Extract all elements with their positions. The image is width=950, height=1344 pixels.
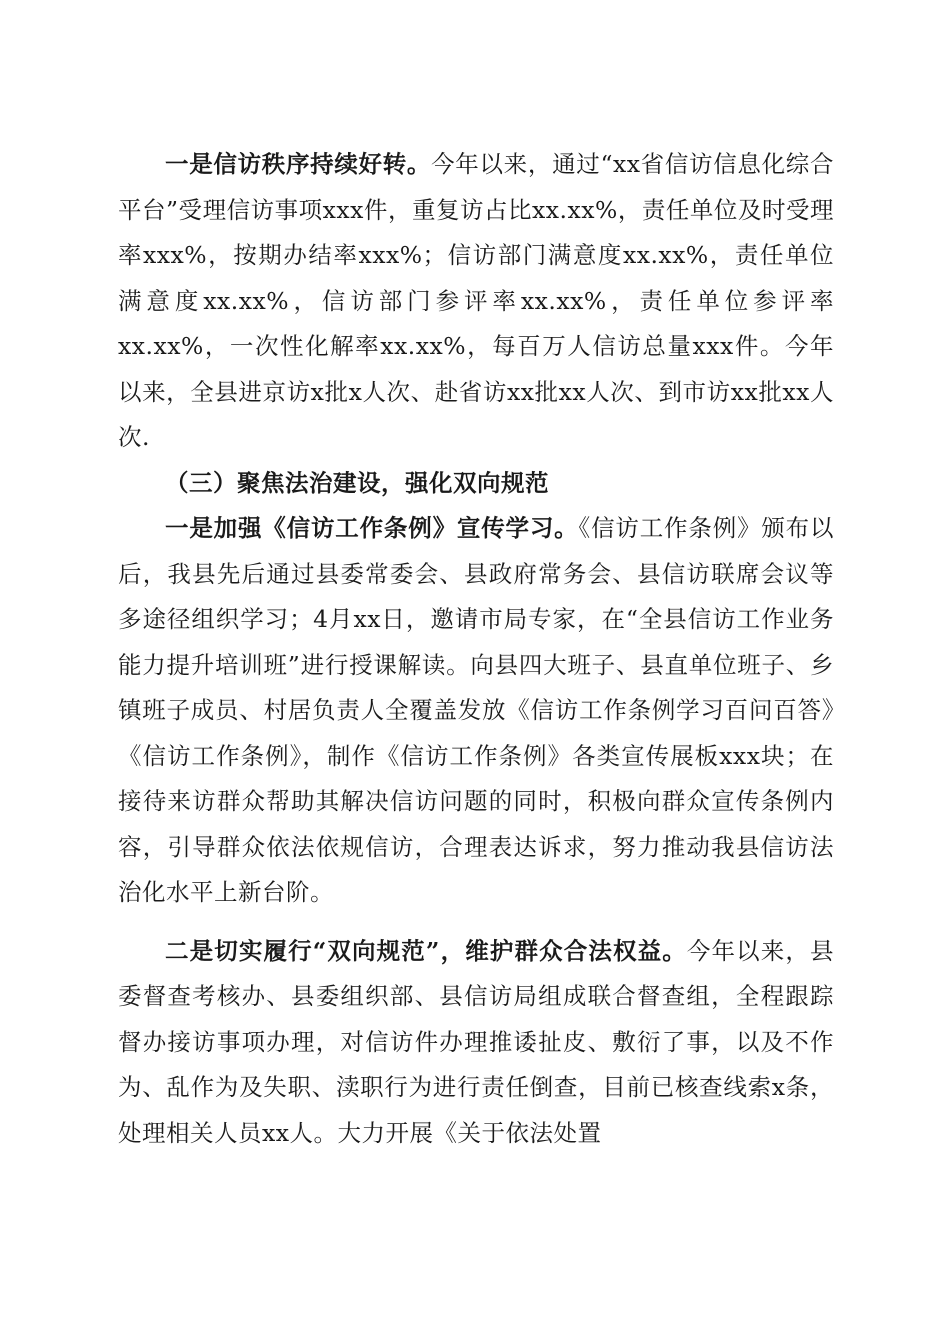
document-body — [118, 142, 834, 1156]
paragraph-text: 今年以来，县委督查考核办、县委组织部、县信访局组成联合督查组，全程跟踪督办接访事项办理，对信访件办理推诿扯皮、敷衍了事，以及不作为、乱作为及失职、渎职行为进行责任倒查，目前已核查线索x条，处理相关人员xx人。大力开展《关于依法处置 — [118, 936, 834, 1147]
paragraph-lead: 二是切实履行“双向规范”，维护群众合法权益。 — [165, 936, 687, 965]
paragraph-text: 《信访工作条例》颁布以后，我县先后通过县委常委会、县政府常务会、县信访联席会议等多途径组织学习；4月xx日，邀请市局专家，在“全县信访工作业务能力提升培训班”进行授课解读。向县四大班子、县直单位班子、乡镇班子成员、村居负责人全覆盖发放《信访工作条例学习百问百答》《信访工作条例》，制作《信访工作条例》各类宣传展板xxx块；在接待来访群众帮助其解决信访问题的同时，积极向群众宣传条例内容，引导群众依法依规信访，合理表达诉求，努力推动我县信访法治化水平上新台阶。 — [118, 514, 835, 906]
paragraph-lead: 一是加强《信访工作条例》宣传学习。 — [165, 514, 579, 542]
paragraph-regulation-study — [118, 506, 834, 916]
paragraph-lead: 一是信访秩序持续好转。 — [165, 150, 432, 178]
paragraph-text: 今年以来，通过“xx省信访信息化综合平台”受理信访事项xxx件，重复访占比xx.xx%，责任单位及时受理率xxx%，按期办结率xxx%；信访部门满意度xx.xx%，责任单位满意度xx.xx%，信访部门参评率xx.xx%，责任单位参评率xx.xx%，一次性化解率xx.xx%，每百万人信访总量xxx件。今年以来，全县进京访x批x人次、赴省访xx批xx人次、到市访xx批xx人次. — [118, 150, 834, 451]
section-heading: （三）聚焦法治建设，强化双向规范 — [165, 468, 549, 497]
paragraph-order-improvement — [118, 142, 834, 461]
paragraph-two-way-norms — [118, 929, 834, 1157]
